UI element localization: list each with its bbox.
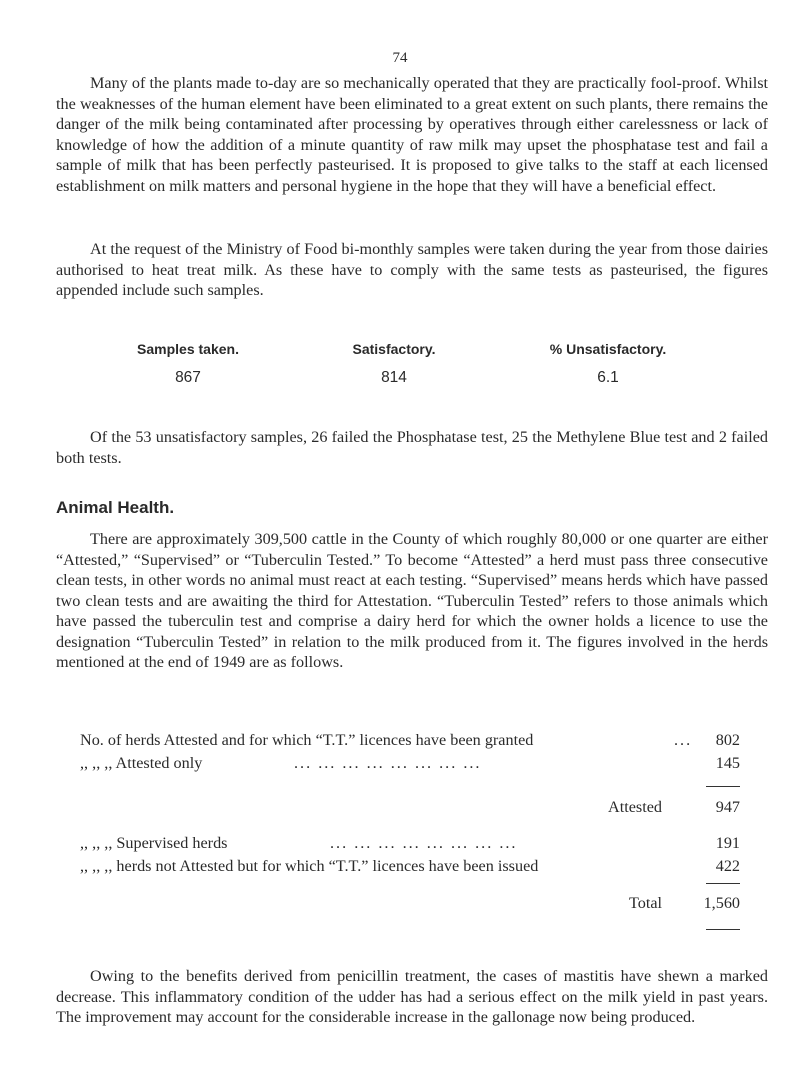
herds-row-value: 191: [715, 834, 740, 852]
herds-row-label: ,, ,, ,, herds not Attested but for which “T.T.” licences have been issued: [80, 857, 539, 875]
paragraph-ministry-samples: At the request of the Ministry of Food bi-monthly samples were taken during the year from those dairies authorised to heat treat milk. As these have to comply with the same tests as pasteurised, the figures appended include such samples.: [56, 240, 768, 299]
paragraph-mastitis: Owing to the benefits derived from penicillin treatment, the cases of mastitis have shewn a marked decrease. This inflammatory condition of the udder has had a serious effect on the milk yield in past years. The improvement may account for the considerable increase in the gallonage now being produced.: [56, 967, 768, 1026]
rule-line: [706, 786, 740, 787]
unsatisfactory-column: [498, 341, 718, 387]
paragraph-plants: Many of the plants made to-day are so mechanically operated that they are practically fool-proof. Whilst the weaknesses of the human element have been eliminated to a great extent on such plants, there remains the danger of the milk being contaminated after processing by operatives through either carelessness or lack of knowledge of how the addition of a minute quantity of raw milk may upset the phosphatase test and fail a sample of milk that has been perfectly pasteurised. It is proposed to give talks to the staff at each licensed establishment on milk matters and personal hygiene in the hope that they will have a beneficial effect.: [56, 74, 768, 195]
total-label: Total: [628, 894, 662, 912]
page-number: 74: [392, 50, 408, 66]
unsatisfactory-header: % Unsatisfactory.: [549, 341, 667, 357]
herds-row-label: ,, ,, ,, Supervised herds: [80, 834, 228, 852]
unsatisfactory-value: 6.1: [597, 369, 619, 386]
rule-line: [706, 929, 740, 930]
attested-subtotal-label: Attested: [608, 798, 662, 816]
leader-dots: ...: [674, 731, 693, 749]
total-row: [80, 894, 740, 916]
attested-subtotal-row: [80, 798, 740, 820]
satisfactory-value: 814: [381, 369, 407, 386]
section-heading-animal-health: Animal Health.: [56, 498, 175, 517]
herds-row-value: 145: [715, 754, 740, 772]
leader-dots: ... ... ... ... ... ... ... ...: [330, 834, 518, 852]
satisfactory-header: Satisfactory.: [352, 341, 436, 357]
herds-row-label: ,, ,, ,, Attested only: [80, 754, 203, 772]
leader-dots: ... ... ... ... ... ... ... ...: [294, 754, 482, 772]
samples-taken-column: [78, 341, 298, 387]
paragraph-unsatisfactory: Of the 53 unsatisfactory samples, 26 failed the Phosphatase test, 25 the Methylene Blue test and 2 failed both tests.: [56, 428, 768, 467]
herds-row-value: 802: [715, 731, 740, 749]
rule-line: [706, 883, 740, 884]
herds-row-attested-tt: [80, 731, 740, 753]
paragraph-cattle: There are approximately 309,500 cattle in the County of which roughly 80,000 or one quarter are either “Attested,” “Supervised” or “Tuberculin Tested.” To become “Attested” a herd must pass three consecutive clean tests, in other words no animal must react at each testing. “Supervised” means herds which have passed two clean tests and are awaiting the third for Attestation. “Tuberculin Tested” refers to those animals which have passed the tuberculin test and comprise a dairy herd for which the owner holds a licence to use the designation “Tuberculin Tested” in relation to the milk produced from it. The figures involved in the herds mentioned at the end of 1949 are as follows.: [56, 530, 768, 671]
herds-row-supervised: [80, 834, 740, 856]
herds-row-value: 422: [715, 857, 740, 875]
herds-row-not-attested-tt: [80, 857, 740, 879]
samples-taken-value: 867: [175, 369, 201, 386]
satisfactory-column: [284, 341, 504, 387]
herds-row-attested-only: [80, 754, 740, 776]
samples-taken-header: Samples taken.: [137, 341, 239, 357]
total-value: 1,560: [703, 894, 740, 912]
herds-row-label: No. of herds Attested and for which “T.T.” licences have been granted: [80, 731, 534, 749]
attested-subtotal-value: 947: [715, 798, 740, 816]
